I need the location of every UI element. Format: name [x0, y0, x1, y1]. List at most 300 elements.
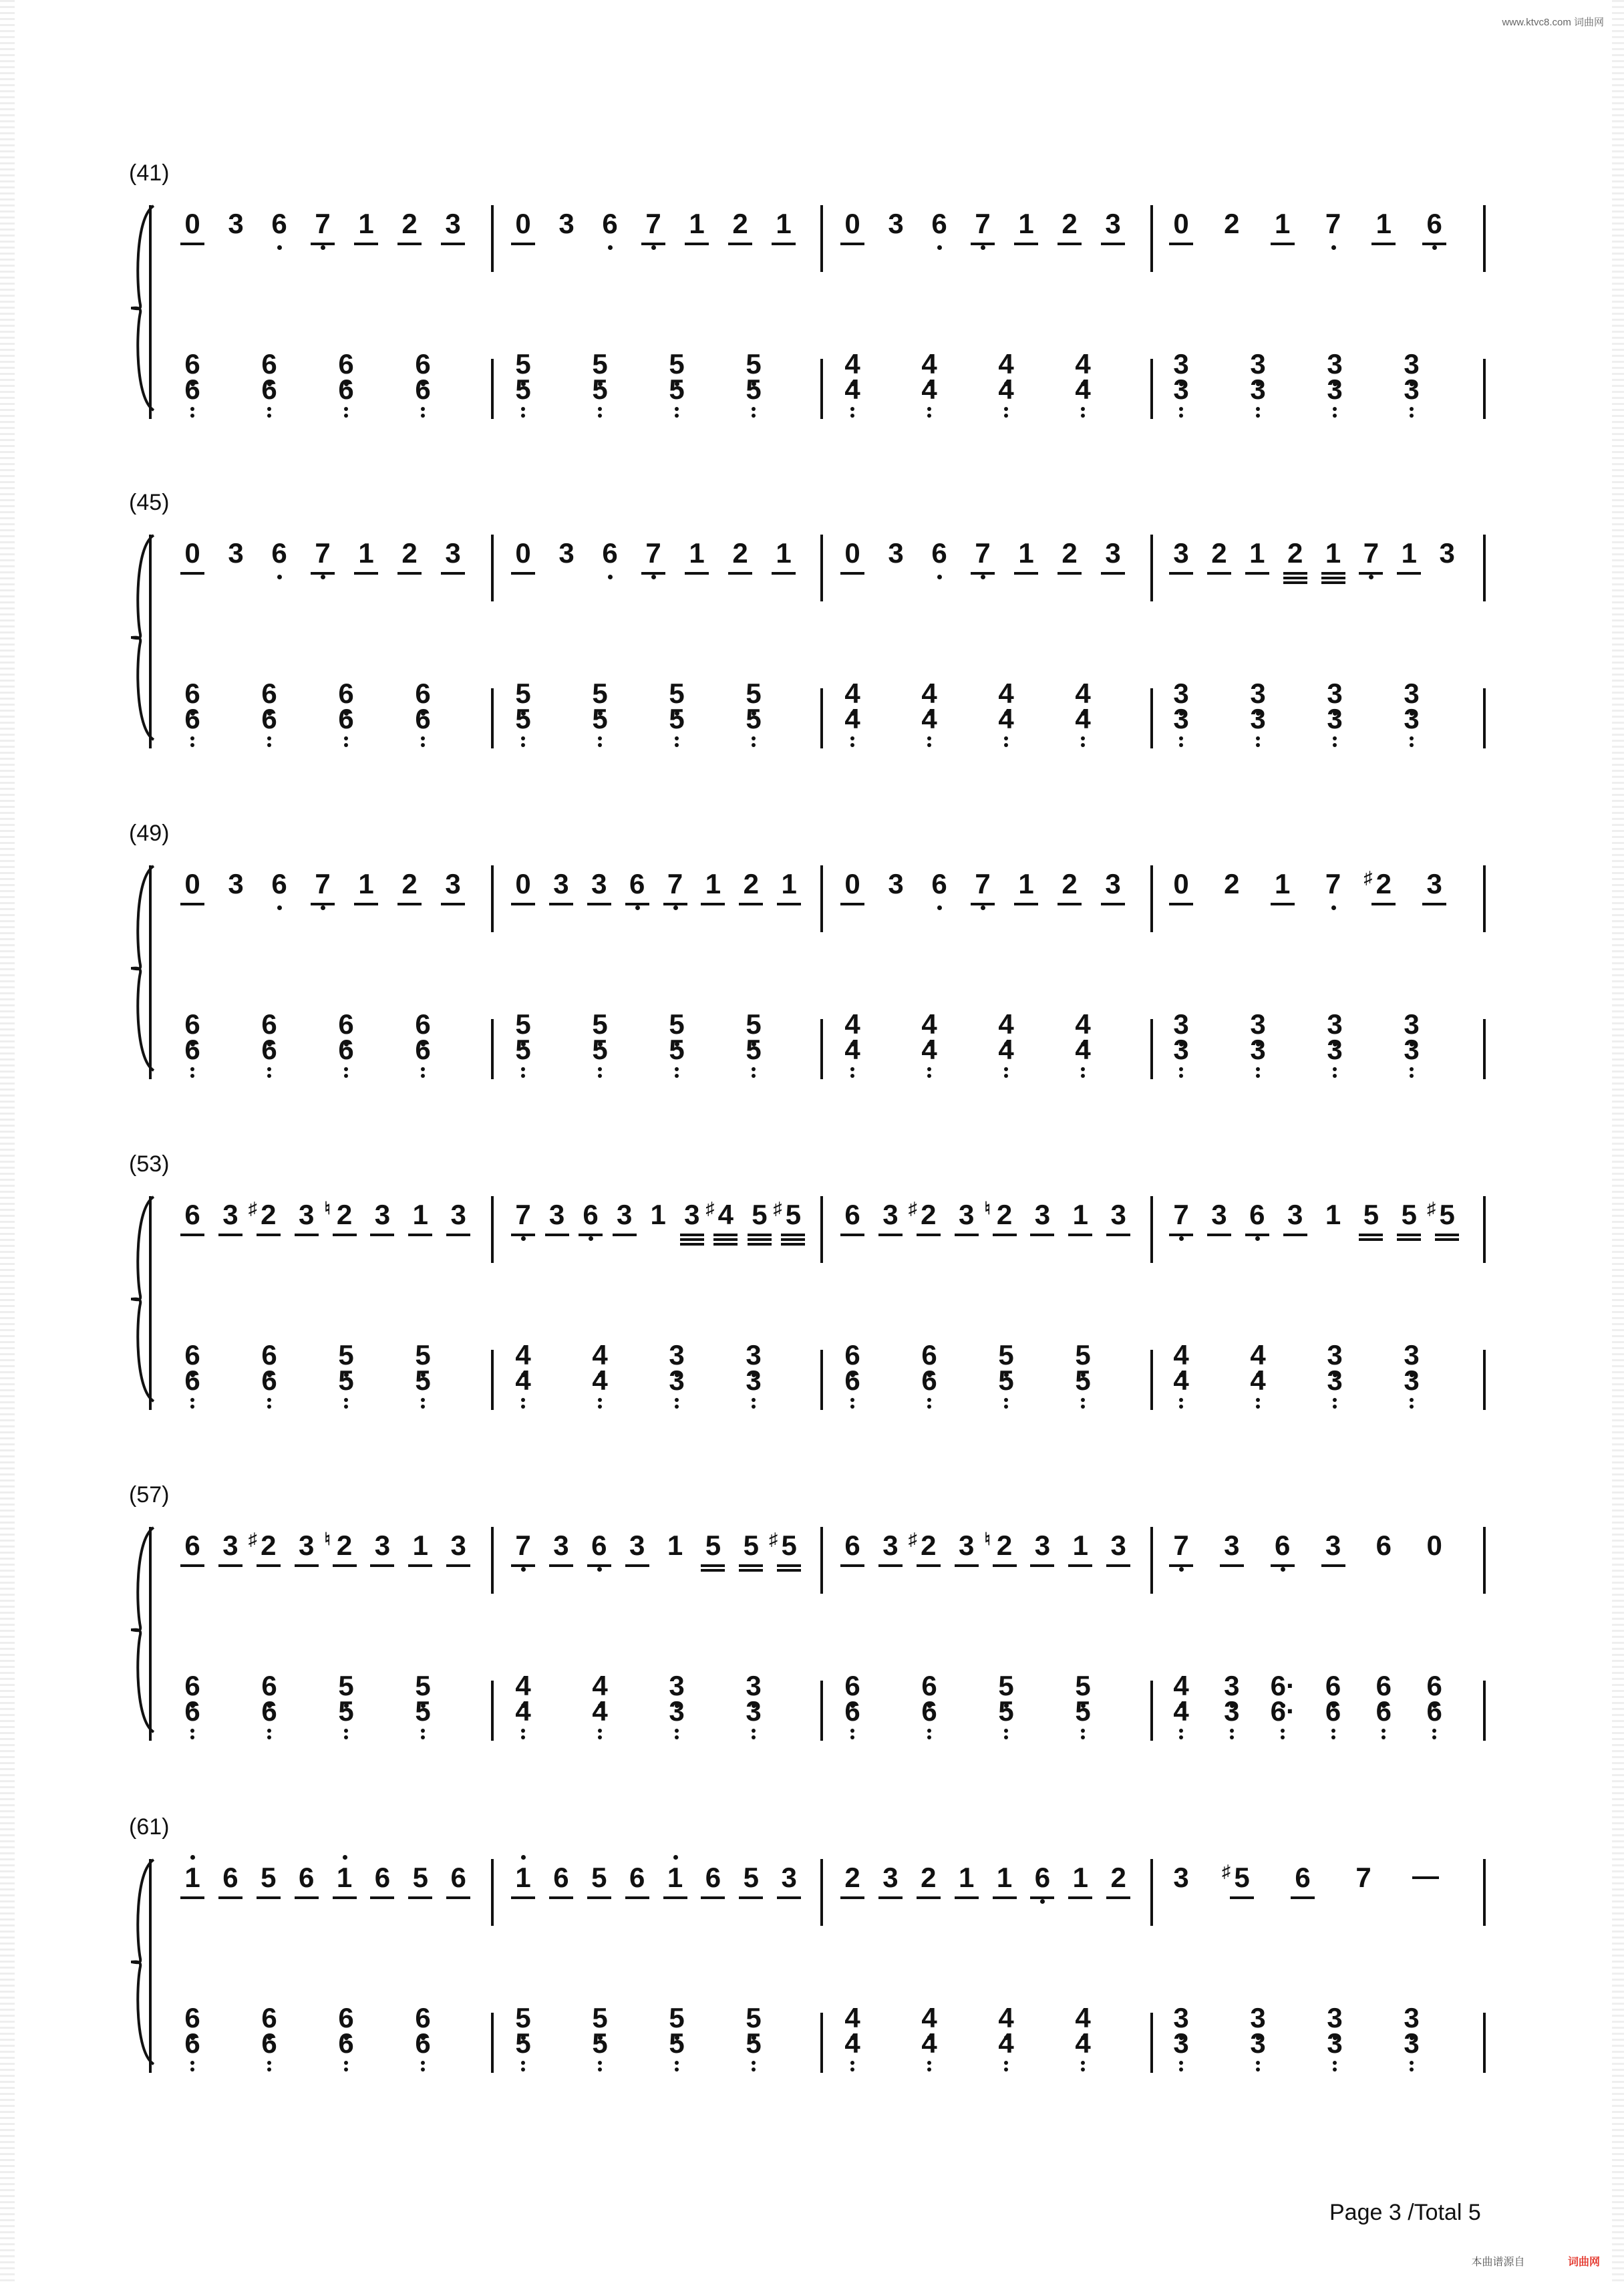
measure-barline: [820, 2013, 823, 2073]
measure-barline: [820, 688, 823, 748]
measure-barline: [1483, 1350, 1486, 1410]
note-beam: [257, 1564, 281, 1567]
note-beam: [1030, 1896, 1054, 1899]
bass-note: 6: [334, 1998, 358, 2038]
measure-barline: [1150, 1196, 1153, 1263]
note-beam: [180, 1896, 204, 1899]
bass-note: 3: [1400, 1004, 1424, 1044]
bass-note: 3: [1400, 2023, 1424, 2063]
note-beam: [1271, 1564, 1295, 1567]
low-octave-dots: [1004, 2061, 1008, 2074]
treble-note: 7: [971, 533, 995, 573]
system-brace: [127, 1195, 162, 1403]
note-beam: [840, 1234, 864, 1236]
dot: [1179, 2061, 1183, 2065]
treble-note: 5 ♯: [777, 1526, 801, 1566]
note-beam: [993, 1896, 1017, 1899]
treble-note: 6: [1245, 1195, 1269, 1235]
note-beam: [549, 903, 573, 905]
bass-note: 5: [511, 370, 535, 410]
dot: [675, 1735, 679, 1739]
measure-barline: [1150, 1350, 1153, 1410]
dot: [421, 1074, 425, 1078]
note-beam: [180, 243, 204, 245]
note-beam: [333, 1896, 357, 1899]
dot: [675, 1074, 679, 1078]
low-octave-dots: [344, 736, 348, 750]
low-octave-dots: [1333, 407, 1337, 420]
dot: [598, 2067, 602, 2072]
bass-note: 3: [665, 1361, 689, 1401]
bass-note: 3: [742, 1335, 766, 1375]
measure-barline: [820, 1350, 823, 1410]
measure-barline: [491, 1350, 494, 1410]
note-beam: [1169, 1234, 1193, 1236]
dot: [421, 1405, 425, 1409]
bass-note: 6: [180, 1004, 204, 1044]
dot: [1081, 1735, 1085, 1739]
note-beam: [713, 1243, 738, 1246]
treble-note: 2 ♮: [333, 1195, 357, 1235]
music-system: [0, 821, 1624, 1101]
low-octave-dots: [1179, 1729, 1183, 1742]
dot: [850, 2067, 854, 2072]
note-beam: [1106, 1564, 1130, 1567]
dot: [421, 743, 425, 747]
low-octave-dots: [927, 736, 931, 750]
treble-note: 3: [1101, 533, 1125, 573]
low-octave-dots: [421, 407, 425, 420]
treble-note: 3: [446, 1195, 470, 1235]
bass-note: 5: [742, 1998, 766, 2038]
treble-note: 3: [370, 1526, 394, 1566]
dot: [927, 1405, 931, 1409]
bass-note: 5: [742, 1004, 766, 1044]
dot: [1179, 1398, 1183, 1402]
bass-note: 4: [994, 344, 1018, 384]
dot: [850, 1735, 854, 1739]
bass-note: 4: [588, 1691, 612, 1731]
accidental: ♯: [1363, 867, 1373, 887]
note-beam: [625, 903, 649, 905]
dot: [850, 1398, 854, 1402]
bass-note: 5: [742, 699, 766, 739]
dot: [1333, 1405, 1337, 1409]
dot: [1179, 1729, 1183, 1733]
bass-note: 5: [588, 674, 612, 714]
dot: [675, 1067, 679, 1071]
dot: [190, 1729, 194, 1733]
treble-note: 5: [408, 1858, 432, 1898]
treble-note: 1: [1371, 204, 1396, 244]
bass-note: 3: [742, 1361, 766, 1401]
bass-note: 4: [840, 674, 864, 714]
dot: [267, 736, 271, 740]
bass-note: 3: [1246, 699, 1270, 739]
bass-note: 4: [511, 1335, 535, 1375]
system-left-barline: [149, 1196, 152, 1410]
low-octave-dot: [608, 575, 613, 579]
treble-note: 3: [1106, 1526, 1130, 1566]
dot: [598, 1405, 602, 1409]
note-beam: [333, 1234, 357, 1236]
dot: [421, 1729, 425, 1733]
treble-note: 3: [545, 1195, 569, 1235]
dot: [267, 414, 271, 418]
note-beam: [781, 1234, 805, 1236]
dot: [267, 1735, 271, 1739]
bass-note: 4: [994, 370, 1018, 410]
low-octave-dot: [981, 245, 985, 250]
note-beam: [1435, 1234, 1459, 1236]
low-octave-dots: [752, 1729, 756, 1742]
note-beam: [1397, 572, 1421, 575]
bass-note: 3: [1323, 699, 1347, 739]
bass-note: 4: [1169, 1361, 1193, 1401]
low-octave-dots: [267, 1729, 271, 1742]
bass-note: 4: [511, 1666, 535, 1706]
treble-note: 6: [1422, 204, 1446, 244]
treble-note: 0: [511, 204, 535, 244]
dot: [521, 1735, 525, 1739]
note-beam: [1321, 581, 1345, 584]
note-beam: [511, 572, 535, 575]
bass-note: 3: [1400, 1998, 1424, 2038]
bass-note: 6: [257, 1691, 281, 1731]
dot: [1256, 2061, 1260, 2065]
high-octave-dot: [343, 1855, 347, 1860]
treble-note: 1: [1397, 533, 1421, 573]
treble-note: 1: [354, 533, 378, 573]
measure-barline: [1483, 205, 1486, 272]
bass-note: 4: [917, 699, 941, 739]
measure-barline: [1483, 865, 1486, 932]
bass-note: 5: [742, 674, 766, 714]
dot: [1410, 2067, 1414, 2072]
treble-note: 2 ♯: [1371, 864, 1396, 904]
dot: [1256, 407, 1260, 411]
treble-note: 0: [180, 533, 204, 573]
dot: [1230, 1729, 1234, 1733]
measure-barline: [491, 865, 494, 932]
treble-note: 1: [701, 864, 725, 904]
dot: [521, 1067, 525, 1071]
note-beam: [1245, 572, 1269, 575]
music-system: [0, 160, 1624, 441]
dot: [1256, 736, 1260, 740]
low-octave-dot: [321, 575, 325, 579]
low-octave-dot: [1179, 1236, 1184, 1241]
bass-note: 5: [665, 1030, 689, 1070]
dot: [927, 1735, 931, 1739]
treble-note: 3: [955, 1526, 979, 1566]
bass-note: 3: [1323, 1030, 1347, 1070]
system-left-barline: [149, 1859, 152, 2073]
dot: [1179, 1735, 1183, 1739]
dot: [421, 2067, 425, 2072]
bass-note: 4: [917, 674, 941, 714]
bass-note: 6: [257, 1361, 281, 1401]
bass-note: 4: [1169, 1335, 1193, 1375]
dot: [850, 736, 854, 740]
accidental: ♯: [769, 1529, 778, 1549]
dot: [421, 414, 425, 418]
dot: [1004, 407, 1008, 411]
treble-note: 3: [1439, 537, 1455, 569]
measure-barline: [820, 1527, 823, 1594]
note-beam: [917, 1896, 941, 1899]
bass-note: 4: [1169, 1666, 1193, 1706]
note-beam: [446, 1564, 470, 1567]
note-beam: [218, 1896, 242, 1899]
treble-note: 5 ♯: [1435, 1195, 1459, 1235]
note-beam: [917, 1234, 941, 1236]
treble-note: 5: [1359, 1195, 1383, 1235]
treble-note: 2 ♯: [257, 1195, 281, 1235]
bass-note: 6: [1371, 1691, 1396, 1731]
dot: [521, 407, 525, 411]
dot: [1256, 743, 1260, 747]
treble-note: 2: [1207, 533, 1231, 573]
bass-note: 5: [1071, 1666, 1095, 1706]
bass-note: 5: [994, 1335, 1018, 1375]
dot: [344, 1074, 348, 1078]
note-beam: [840, 1564, 864, 1567]
low-octave-dots: [1179, 407, 1183, 420]
bass-note: 4: [840, 344, 864, 384]
low-octave-dot: [1281, 1567, 1285, 1572]
bass-note: 6: [180, 344, 204, 384]
note-beam: [1030, 1234, 1054, 1236]
treble-note: 3: [1321, 1526, 1345, 1566]
dot: [344, 1398, 348, 1402]
bass-note: 4: [1071, 1998, 1095, 2038]
note-beam: [840, 903, 864, 905]
low-octave-dots: [1410, 407, 1414, 420]
treble-note: 1: [408, 1195, 432, 1235]
treble-note: 3: [441, 864, 465, 904]
dot: [752, 2067, 756, 2072]
bass-note: 4: [1169, 1691, 1193, 1731]
dot: [752, 1398, 756, 1402]
treble-note: 3: [680, 1195, 704, 1235]
bass-note: 4: [840, 699, 864, 739]
low-octave-dots: [344, 1398, 348, 1411]
dot: [521, 1729, 525, 1733]
dot: [1333, 2067, 1337, 2072]
low-octave-dots: [675, 736, 679, 750]
low-octave-dots: [598, 1729, 602, 1742]
bass-note: 6: [257, 1335, 281, 1375]
note-beam: [311, 572, 335, 575]
dot: [1004, 743, 1008, 747]
bass-note: 6: [334, 344, 358, 384]
note-beam: [1397, 1238, 1421, 1241]
treble-note: 2 ♮: [993, 1526, 1017, 1566]
treble-note: 6: [625, 864, 649, 904]
sustain-dash: [1412, 1876, 1439, 1879]
dot: [598, 407, 602, 411]
note-beam: [370, 1234, 394, 1236]
bass-note: 3: [1323, 344, 1347, 384]
bass-note: 5: [411, 1361, 435, 1401]
music-system: [0, 1482, 1624, 1763]
low-octave-dots: [752, 2061, 756, 2074]
bass-note: 3: [1246, 1004, 1270, 1044]
dot: [1179, 736, 1183, 740]
bass-note: 6: [180, 370, 204, 410]
treble-note: 6: [1271, 1526, 1295, 1566]
bass-note: 5: [511, 1998, 535, 2038]
note-beam: [641, 243, 665, 245]
treble-note: 6: [840, 1526, 864, 1566]
low-octave-dots: [1333, 736, 1337, 750]
low-octave-dot: [937, 575, 942, 579]
low-octave-dots: [344, 1729, 348, 1742]
bass-note: 5: [1071, 1335, 1095, 1375]
low-octave-dots: [1179, 2061, 1183, 2074]
note-beam: [701, 1564, 725, 1567]
low-octave-dot: [635, 905, 640, 910]
dot: [752, 1074, 756, 1078]
accidental: ♮: [324, 1529, 331, 1549]
dot: [1333, 407, 1337, 411]
low-octave-dots: [927, 1729, 931, 1742]
low-octave-dots: [1256, 2061, 1260, 2074]
dot: [1081, 1074, 1085, 1078]
dot: [675, 414, 679, 418]
treble-note: 3: [1030, 1195, 1054, 1235]
note-beam: [1283, 1234, 1307, 1236]
note-beam: [748, 1238, 772, 1241]
bass-note: 6: [411, 674, 435, 714]
bass-note: 5: [588, 1004, 612, 1044]
bass-note: 6: [334, 699, 358, 739]
bass-note: 3: [742, 1666, 766, 1706]
measure-number: (61): [129, 1814, 170, 1840]
treble-note: 3: [587, 864, 611, 904]
measure-barline: [820, 359, 823, 419]
bass-note: 3: [1400, 370, 1424, 410]
bass-note: 6: [334, 1030, 358, 1070]
dot: [190, 2061, 194, 2065]
note-beam: [218, 1234, 242, 1236]
measure-barline: [1483, 688, 1486, 748]
note-beam: [772, 572, 796, 575]
dot: [1179, 743, 1183, 747]
low-octave-dot: [277, 905, 282, 910]
dot: [421, 2061, 425, 2065]
system-brace: [127, 1526, 162, 1733]
note-beam: [1435, 1238, 1459, 1241]
treble-note: 1: [772, 533, 796, 573]
bass-note: 5: [411, 1691, 435, 1731]
dot: [1432, 1729, 1436, 1733]
note-beam: [641, 572, 665, 575]
treble-note: 6: [1291, 1858, 1315, 1898]
treble-note: 6: [625, 1858, 649, 1898]
bass-note: 6: [257, 370, 281, 410]
low-octave-dots: [598, 736, 602, 750]
bass-note: 4: [994, 699, 1018, 739]
note-beam: [917, 1564, 941, 1567]
note-beam: [441, 572, 465, 575]
note-beam: [397, 243, 422, 245]
bass-note: 3: [665, 1691, 689, 1731]
dot: [752, 1735, 756, 1739]
low-octave-dot: [1255, 1236, 1260, 1241]
dot: [1410, 414, 1414, 418]
measure-barline: [820, 1196, 823, 1263]
dot: [850, 1074, 854, 1078]
bass-note: 6: [917, 1361, 941, 1401]
note-beam: [739, 1564, 763, 1567]
music-system: [0, 1151, 1624, 1432]
note-beam: [511, 243, 535, 245]
dot: [598, 1067, 602, 1071]
treble-note: 4 ♯: [713, 1195, 738, 1235]
bass-note: 6: [257, 344, 281, 384]
treble-note: 2: [397, 533, 422, 573]
bass-note: 6: [411, 2023, 435, 2063]
treble-note: 6: [180, 1195, 204, 1235]
note-beam: [748, 1234, 772, 1236]
treble-note: 3: [1169, 533, 1193, 573]
bass-note: 6: [1321, 1666, 1345, 1706]
note-beam: [1014, 572, 1038, 575]
treble-note: 3: [1101, 864, 1125, 904]
low-octave-dots: [1281, 1729, 1285, 1742]
dot: [1081, 1729, 1085, 1733]
low-octave-dots: [267, 2061, 271, 2074]
low-octave-dot: [981, 905, 985, 910]
treble-note: 1: [354, 864, 378, 904]
bass-note: 3: [1323, 1004, 1347, 1044]
low-octave-dots: [1410, 1398, 1414, 1411]
treble-note: 1: [180, 1858, 204, 1898]
dot: [598, 2061, 602, 2065]
bass-note: 3: [1323, 1998, 1347, 2038]
low-octave-dots: [1004, 1067, 1008, 1081]
bass-note: 4: [1071, 1004, 1095, 1044]
dot: [927, 736, 931, 740]
treble-note: 5 ♯: [1230, 1858, 1254, 1898]
system-left-barline: [149, 205, 152, 419]
treble-note: 0: [1169, 204, 1193, 244]
treble-note: 1: [650, 1199, 666, 1230]
bass-note: 4: [840, 1004, 864, 1044]
dot: [675, 407, 679, 411]
dot: [1179, 1074, 1183, 1078]
treble-note: 2: [728, 204, 752, 244]
dot: [675, 736, 679, 740]
note-beam: [1101, 903, 1125, 905]
note-beam: [685, 243, 709, 245]
treble-note: 6: [370, 1858, 394, 1898]
bass-note: 4: [1246, 1361, 1270, 1401]
note-beam: [1169, 572, 1193, 575]
dot: [675, 2061, 679, 2065]
bass-note: 6: [1422, 1691, 1446, 1731]
note-beam: [955, 1234, 979, 1236]
treble-note: 6: [267, 204, 291, 244]
treble-note: 0: [840, 533, 864, 573]
bass-note: 5: [334, 1691, 358, 1731]
note-beam: [713, 1234, 738, 1236]
treble-note: 1: [1271, 204, 1295, 244]
dot: [1333, 736, 1337, 740]
bass-note: 6: [1422, 1666, 1446, 1706]
